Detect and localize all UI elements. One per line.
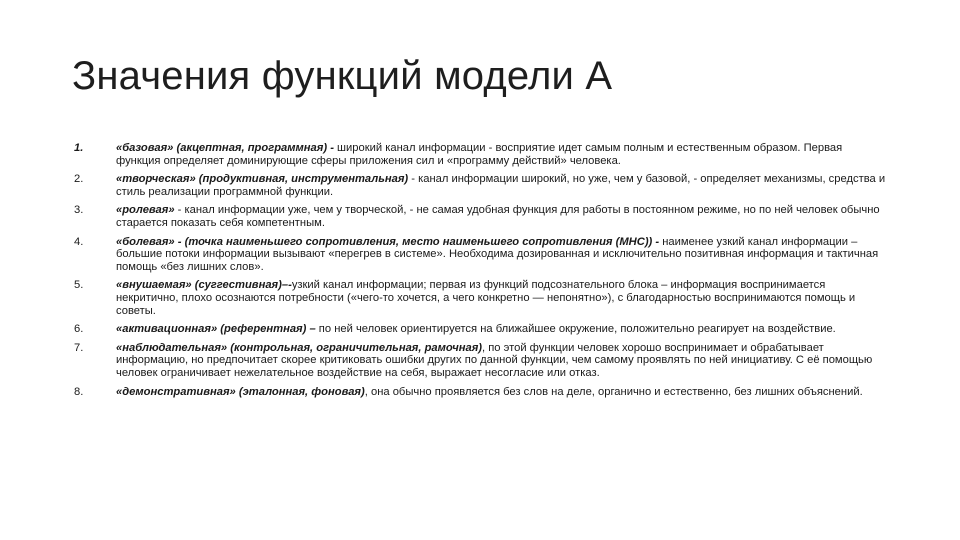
item-number: 5. bbox=[74, 279, 84, 292]
item-body bbox=[116, 342, 886, 380]
item-number: 1. bbox=[74, 142, 84, 154]
list-item bbox=[74, 142, 886, 167]
item-text: узкий канал информации; первая из функций подсознательного блока – информация воспринимается некритично, плохо осознаются потребности («чего-то хочется, а чего конкретно — непонятно»), с благодарностью воспринимаются помощь и советы. bbox=[116, 279, 856, 317]
item-number: 3. bbox=[74, 204, 84, 217]
list-item bbox=[74, 236, 886, 274]
item-text: , по этой функции человек хорошо воспринимает и обрабатывает информацию, но предпочитает скорее критиковать ошибки других по данной функции, чем самому проявлять по ней инициативу. С её помощью человек ограничивает нежелательное воздействие на себя, выражает несогласие или отказ. bbox=[116, 341, 873, 379]
item-number: 7. bbox=[74, 341, 84, 354]
item-number: 2. bbox=[74, 173, 84, 186]
functions-list bbox=[74, 142, 886, 404]
item-term: «демонстративная» (эталонная, фоновая) bbox=[116, 385, 365, 398]
item-text: - канал информации уже, чем у творческой, - не самая удобная функция для работы в постоянном режиме, но по ней человек обычно старается показать себя компетентным. bbox=[116, 204, 880, 229]
slide-title: Значения функций модели А bbox=[72, 54, 613, 98]
item-text: , она обычно проявляется без слов на деле, органично и естественно, без лишних объяснений. bbox=[364, 385, 863, 398]
item-term: «болевая» - (точка наименьшего сопротивления, место наименьшего сопротивления (МНС)) - bbox=[116, 235, 660, 248]
item-term: «творческая» (продуктивная, инструментальная) bbox=[116, 173, 409, 186]
item-term: «наблюдательная» (контрольная, ограничительная, рамочная) bbox=[116, 341, 483, 354]
item-text: - канал информации широкий, но уже, чем у базовой, - определяет механизмы, средства и стиль реализации программной функции. bbox=[116, 173, 886, 198]
list-item bbox=[74, 323, 886, 336]
item-term: «активационная» (референтная) – bbox=[116, 323, 316, 336]
item-text: широкий канал информации - восприятие идет самым полным и естественным образом. Первая функция определяет доминирующие сферы приложения сил и «программу действий» человека. bbox=[116, 142, 843, 167]
item-body bbox=[116, 173, 886, 198]
item-term: «внушаемая» (суггестивная)–- bbox=[116, 279, 292, 292]
list-item bbox=[74, 279, 886, 317]
item-number: 8. bbox=[74, 385, 84, 398]
item-term: «базовая» (акцептная, программная) - bbox=[116, 142, 334, 154]
list-item bbox=[74, 204, 886, 229]
item-number: 6. bbox=[74, 323, 84, 336]
list-item bbox=[74, 342, 886, 380]
item-body bbox=[116, 386, 886, 399]
item-text: наименее узкий канал информации – большие потоки информации вызывают «перегрев в системе». Необходима дозированная и исключительно позитивная информация и тактичная помощь «без лишних слов». bbox=[116, 235, 879, 273]
item-body bbox=[116, 279, 886, 317]
item-body bbox=[116, 204, 886, 229]
list-item bbox=[74, 386, 886, 399]
item-term: «ролевая» bbox=[116, 204, 175, 217]
item-body bbox=[116, 323, 886, 336]
item-body bbox=[116, 236, 886, 274]
item-body bbox=[116, 142, 886, 167]
item-number: 4. bbox=[74, 235, 84, 248]
item-text: по ней человек ориентируется на ближайшее окружение, положительно реагирует на воздействие. bbox=[315, 323, 836, 336]
list-item bbox=[74, 173, 886, 198]
